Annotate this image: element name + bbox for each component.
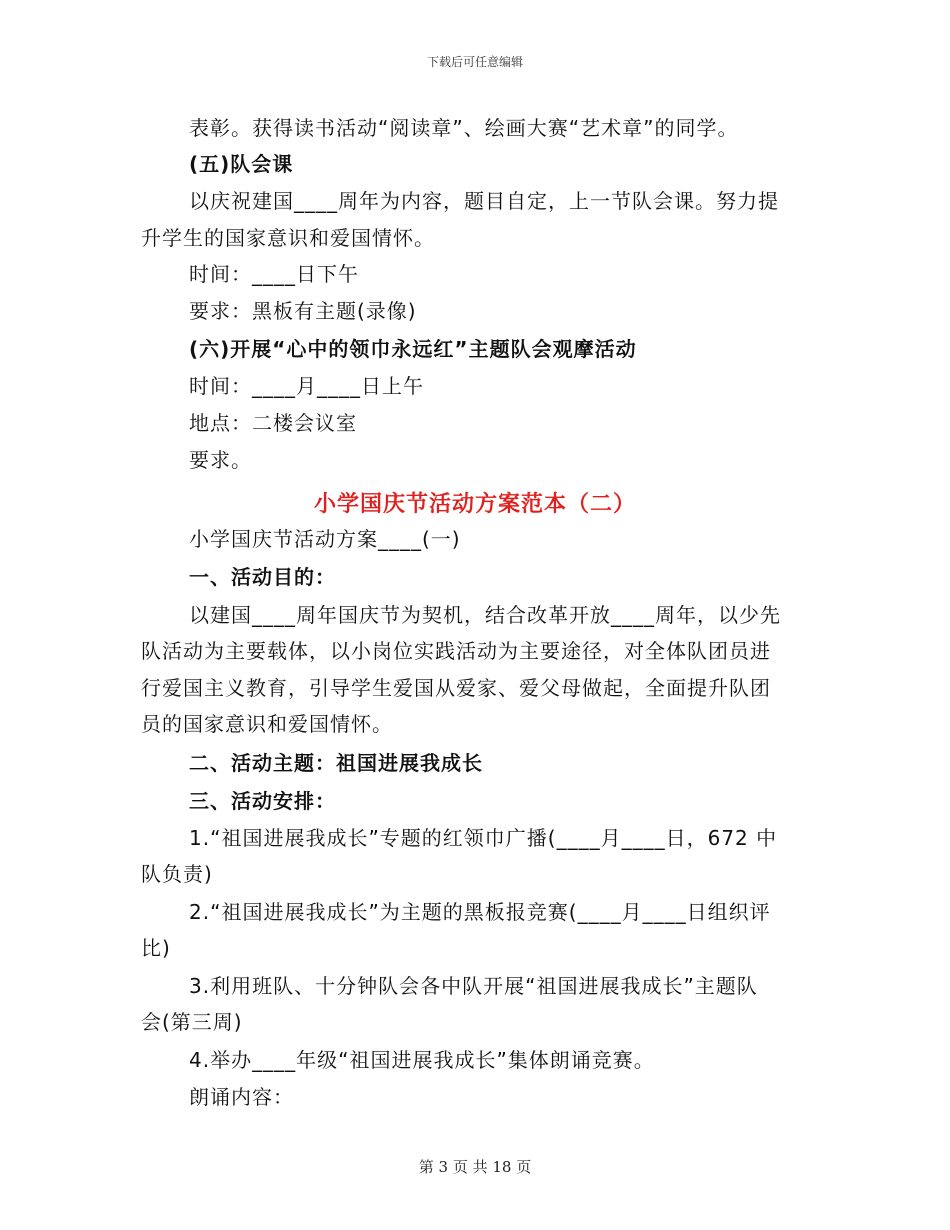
text-line: 以庆祝建国____周年为内容，题目自定，上一节队会课。努力提: [189, 189, 779, 213]
text-line: 会(第三周): [141, 1010, 243, 1034]
document-title: 小学国庆节活动方案范本（二）: [313, 492, 636, 517]
text-line: 要求。: [189, 448, 252, 472]
text-line: 行爱国主义教育，引导学生爱国从爱家、爱父母做起，全面提升队团: [141, 676, 771, 700]
text-line: 2.“祖国进展我成长”为主题的黑板报竞赛(____月____日组织评: [189, 900, 771, 924]
section-heading: (五)队会课: [189, 152, 294, 176]
section-heading: (六)开展“心中的领巾永远红”主题队会观摩活动: [189, 337, 637, 361]
text-line: 4.举办____年级“祖国进展我成长”集体朗诵竞赛。: [189, 1048, 655, 1072]
text-line: 队活动为主要载体，以小岗位实践活动为主要途径，对全体队团员进: [141, 639, 771, 663]
text-line: 表彰。获得读书活动“阅读章”、绘画大赛“艺术章”的同学。: [189, 116, 739, 140]
section-heading: 二、活动主题：祖国进展我成长: [189, 751, 483, 775]
text-line: 地点：二楼会议室: [189, 411, 357, 435]
text-line: 要求：黑板有主题(录像): [189, 299, 417, 323]
page-header: 下载后可任意编辑: [426, 55, 523, 69]
text-line: 1.“祖国进展我成长”专题的红领巾广播(____月____日，672 中: [189, 826, 778, 850]
text-line: 升学生的国家意识和爱国情怀。: [141, 226, 435, 250]
text-line: 小学国庆节活动方案____(一): [189, 527, 461, 551]
text-line: 朗诵内容：: [189, 1085, 294, 1109]
section-heading: 一、活动目的：: [189, 565, 336, 589]
page-footer: 第 3 页 共 18 页: [418, 1158, 532, 1176]
text-line: 员的国家意识和爱国情怀。: [141, 712, 393, 736]
text-line: 比): [141, 936, 171, 960]
text-line: 时间：____月____日上午: [189, 374, 424, 398]
text-line: 队负责): [141, 862, 213, 886]
text-line: 3.利用班队、十分钟队会各中队开展“祖国进展我成长”主题队: [189, 974, 758, 998]
text-line: 以建国____周年国庆节为契机，结合改革开放____周年，以少先: [189, 603, 781, 627]
section-heading: 三、活动安排：: [189, 789, 336, 813]
text-line: 时间：____日下午: [189, 262, 359, 286]
